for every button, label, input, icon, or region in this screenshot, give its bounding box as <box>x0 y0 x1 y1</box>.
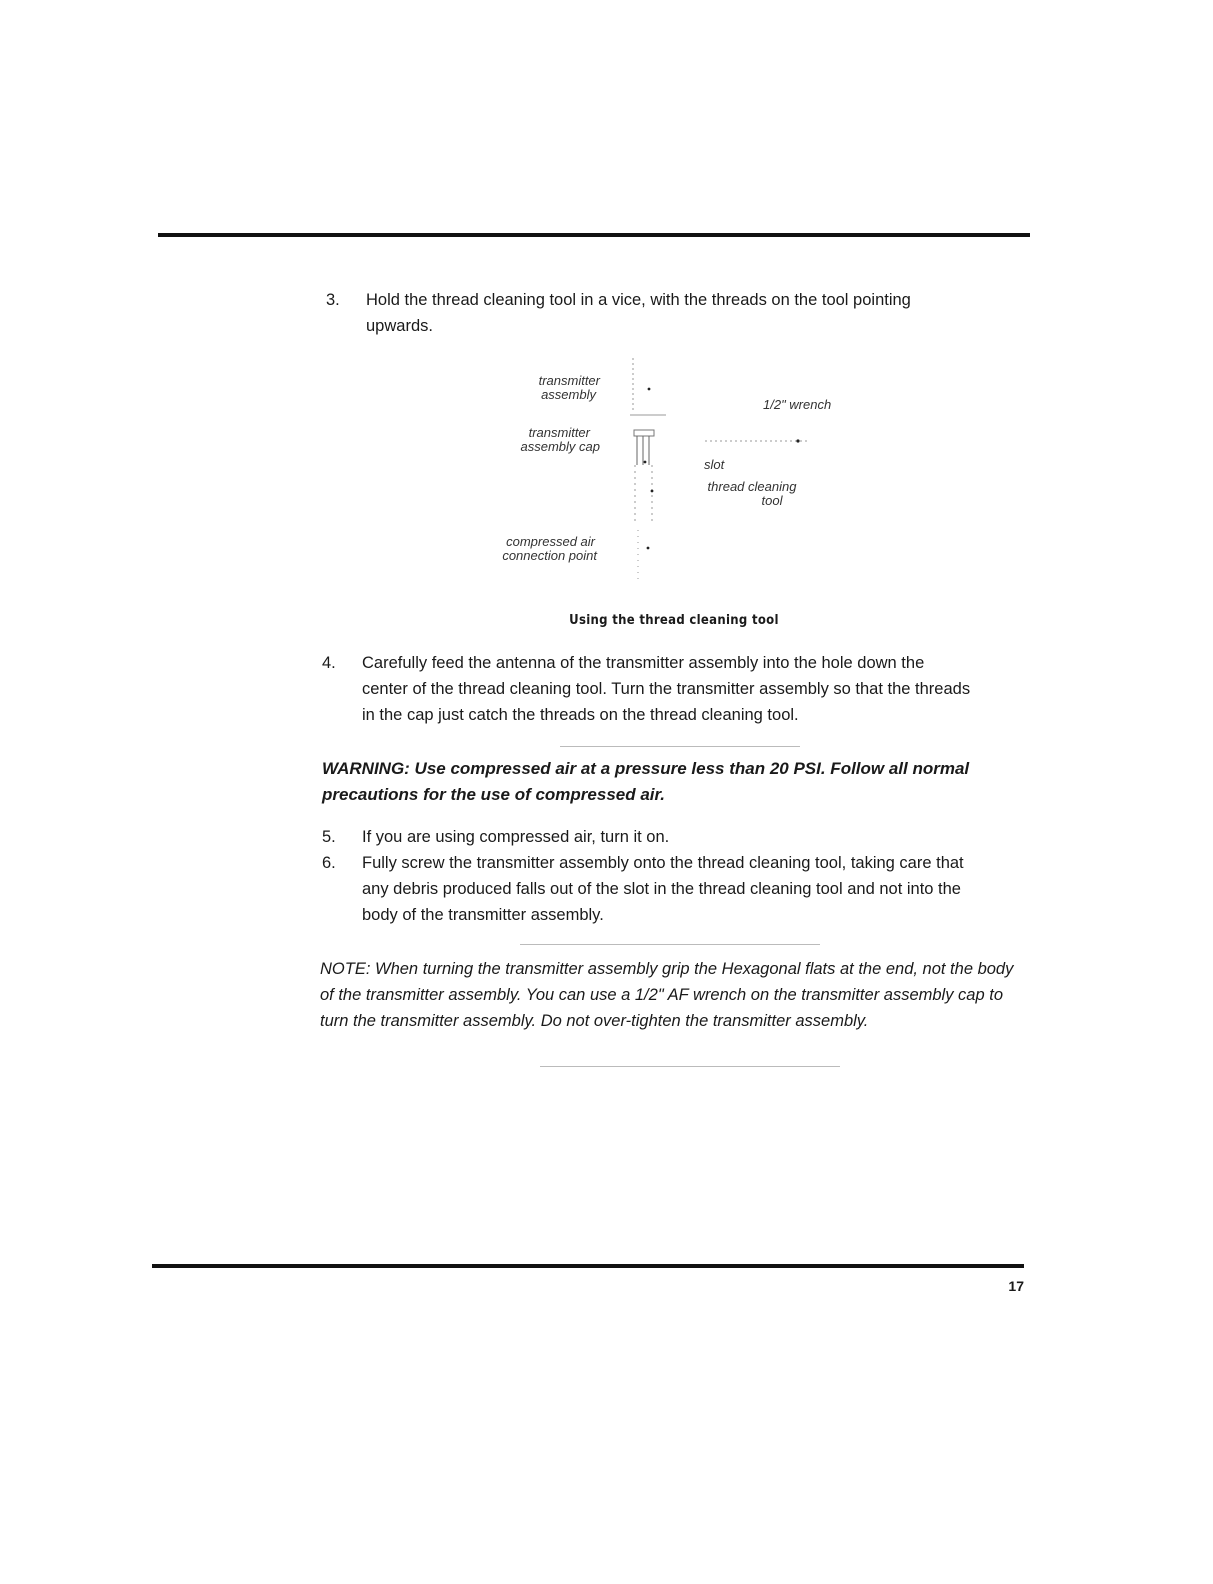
step-number: 4. <box>322 654 336 672</box>
page-number: 17 <box>1008 1278 1024 1294</box>
note-text: NOTE: When turning the transmitter assembly grip the Hexagonal flats at the end, not the body of the transmitter assembly. You can use a 1/2" AF wrench on the transmitter assembly cap to turn the transmitter assembly. Do not over-tighten the transmitter assembly. <box>320 960 1014 1030</box>
step-text: Fully screw the transmitter assembly onto the thread cleaning tool, taking care that any debris produced falls out of the slot in the thread cleaning tool and not into the body of the transmitter assembly. <box>362 854 964 924</box>
figure-caption: Using the thread cleaning tool <box>569 613 779 628</box>
step-number: 3. <box>326 291 340 309</box>
scan-speck <box>520 944 820 945</box>
step-text: Carefully feed the antenna of the transmitter assembly into the hole down the center of the thread cleaning tool. Turn the transmitter assembly so that the threads in the cap just catch the threads on the thread cleaning tool. <box>362 654 971 724</box>
scan-speck <box>560 746 800 747</box>
warning-text: WARNING: Use compressed air at a pressure less than 20 PSI. Follow all normal precautions for the use of compressed air. <box>322 759 970 804</box>
step-number: 5. <box>322 828 336 846</box>
label-wrench: 1/2" wrench <box>763 397 832 412</box>
step-text: Hold the thread cleaning tool in a vice, with the threads on the tool pointing upwards. <box>366 291 911 335</box>
step-number: 6. <box>322 854 336 872</box>
footer-rule <box>152 1264 1024 1268</box>
scan-speck <box>540 1066 840 1067</box>
label-slot: slot <box>704 457 725 472</box>
label-transmitter-assembly-cap: transmitter assembly cap <box>520 425 600 454</box>
label-compressed-air-connection: compressed air connection point <box>502 534 597 563</box>
thread-cleaning-figure <box>480 350 860 590</box>
header-rule <box>158 233 1030 237</box>
label-thread-cleaning-tool: thread cleaning tool <box>707 479 797 508</box>
label-transmitter-assembly: transmitter assembly <box>538 373 600 402</box>
step-text: If you are using compressed air, turn it on. <box>362 828 670 846</box>
